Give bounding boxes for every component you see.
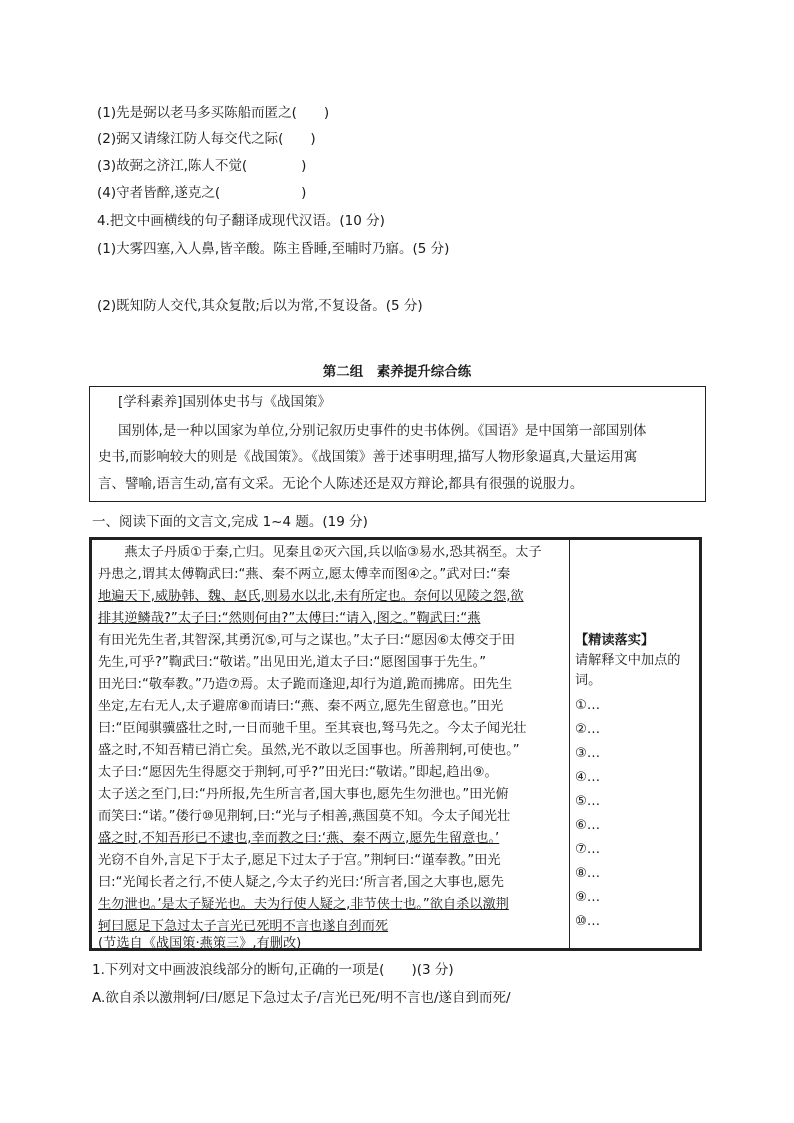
passage-line: 盛之时,不知吾精已消亡矣。虽然,光不敢以乏国事也。所善荆轲,可使也。” xyxy=(98,743,520,758)
column-divider xyxy=(569,540,570,948)
passage-line: 地遍天下,威胁韩、魏、赵氏,则易水以北,未有所定也。奈何以见陵之怨,欲 xyxy=(98,589,524,604)
passage-line: 先生,可乎?”鞫武曰:“敬诺。”出见田光,道太子曰:“愿图国事于先生。” xyxy=(98,655,487,670)
passage-line: 而笑曰:“诺。”偻行⑩见荆轲,曰:“光与子相善,燕国莫不知。今太子闻光壮 xyxy=(98,809,511,824)
passage-line: 田光曰:“敬奉教。”乃造⑦焉。太子跪而逢迎,却行为道,跪而拂席。田先生 xyxy=(98,677,513,692)
passage-line: 有田光先生者,其智深,其勇沉⑤,可与之谋也。”太子曰:“愿因⑥太傅交于田 xyxy=(98,633,515,648)
question-4-sub-1: (1)大雾四塞,入人鼻,皆辛酸。陈主昏睡,至晡时乃寤。(5 分) xyxy=(97,241,450,257)
side-desc-2: 词。 xyxy=(575,673,602,688)
item-1: (1)先是弼以老马多买陈船而匿之( ) xyxy=(97,105,330,121)
side-item: ⑨… xyxy=(575,890,601,905)
passage-line: 燕太子丹质①于秦,亡归。见秦且②灭六国,兵以临③易水,恐其祸至。太子 xyxy=(98,545,542,560)
section-title: 第二组 素养提升综合练 xyxy=(322,364,472,380)
passage-line: 丹患之,谓其太傅鞫武曰:“燕、秦不两立,愿太傅幸而图④之。”武对曰:“秦 xyxy=(98,567,511,582)
question-1-option-a: A.欲自杀以激荆轲/曰/愿足下急过太子/言光已死/明不言也/遂自到而死/ xyxy=(92,990,511,1006)
side-item: ①… xyxy=(575,698,601,713)
literacy-box xyxy=(89,386,706,502)
passage-box xyxy=(89,537,702,951)
side-item: ②… xyxy=(575,722,601,737)
passage-source: (节选自《战国策·燕策三》,有删改) xyxy=(98,936,302,951)
item-2: (2)弼又请缘江防人每交代之际( ) xyxy=(97,131,316,147)
passage-line-wavy: 轲曰愿足下急过太子言光已死明不言也遂自刭而死 xyxy=(98,919,389,934)
item-4: (4)守者皆醉,遂克之( ) xyxy=(97,185,307,201)
side-item: ⑥… xyxy=(575,818,601,833)
passage-line: 盛之时,不知吾形已不逮也,幸而教之曰:‘燕、秦不两立,愿先生留意也。’ xyxy=(98,831,500,846)
part-1-title: 一、阅读下面的文言文,完成 1~4 题。(19 分) xyxy=(92,514,368,530)
side-item: ⑦… xyxy=(575,842,601,857)
side-desc-1: 请解释文中加点的 xyxy=(575,653,681,668)
passage-line: 太子曰:“愿因先生得愿交于荆轲,可乎?”田光曰:“敬诺。”即起,趋出⑨。 xyxy=(98,765,498,780)
side-item: ③… xyxy=(575,746,601,761)
item-3: (3)故弼之济江,陈人不觉( ) xyxy=(97,158,307,174)
side-title: 【精读落实】 xyxy=(575,633,655,648)
passage-line: 曰:“臣闻骐骥盛壮之时,一日而驰千里。至其衰也,驽马先之。今太子闻光壮 xyxy=(98,721,527,736)
passage-line: 曰:“光闻长者之行,不使人疑之,今太子约光曰:‘所言者,国之大事也,愿先 xyxy=(98,875,504,890)
side-item: ⑧… xyxy=(575,866,601,881)
literacy-line-1: 国别体,是一种以国家为单位,分别记叙历史事件的史书体例。《国语》是中国第一部国别体 xyxy=(118,423,647,439)
side-item: ④… xyxy=(575,770,601,785)
passage-line: 太子送之至门,曰:“丹所报,先生所言者,国大事也,愿先生勿泄也。”田光俯 xyxy=(98,787,509,802)
passage-line: 排其逆鳞哉?”太子曰:“然则何由?”太傅曰:“请入,图之。”鞫武曰:“燕 xyxy=(98,611,481,626)
side-item: ⑤… xyxy=(575,794,601,809)
question-4-title: 4.把文中画横线的句子翻译成现代汉语。(10 分) xyxy=(97,213,385,229)
passage-line: 光窃不自外,言足下于太子,愿足下过太子于宫。”荆轲曰:“谨奉教。”田光 xyxy=(98,853,501,868)
passage-line: 生勿泄也。’是太子疑光也。夫为行使人疑之,非节侠士也。”欲自杀以激荆 xyxy=(98,897,509,912)
literacy-line-3: 言、譬喻,语言生动,富有文采。无论个人陈述还是双方辩论,都具有很强的说服力。 xyxy=(98,476,584,492)
side-item: ⑩… xyxy=(575,914,601,929)
question-1-title: 1.下列对文中画波浪线部分的断句,正确的一项是( )(3 分) xyxy=(92,962,454,978)
literacy-heading: [学科素养]国别体史书与《战国策》 xyxy=(118,394,332,410)
question-4-sub-2: (2)既知防人交代,其众复散;后以为常,不复设备。(5 分) xyxy=(97,298,423,314)
literacy-line-2: 史书,而影响较大的则是《战国策》。《战国策》善于述事明理,描写人物形象逼真,大量运用寓 xyxy=(98,449,638,465)
passage-line: 坐定,左右无人,太子避席⑧而请曰:“燕、秦不两立,愿先生留意也。”田光 xyxy=(98,699,504,714)
